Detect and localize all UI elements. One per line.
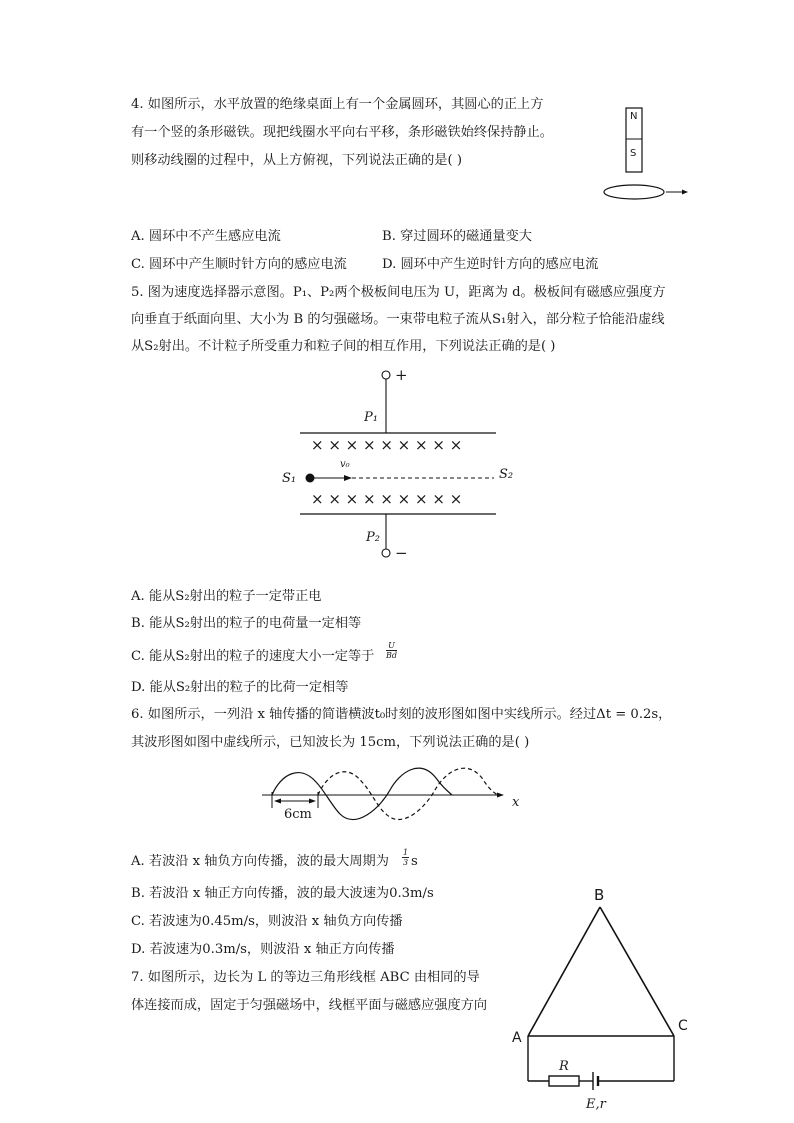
vertex-label-a: A — [512, 1030, 522, 1046]
wave-figure — [0, 755, 794, 835]
q5-option-b[interactable]: B. 能从S₂射出的粒子的电荷量一定相等 — [131, 616, 362, 631]
label-plus: + — [395, 366, 408, 384]
magnet-label-s: S — [630, 148, 637, 159]
velocity-arrow — [344, 475, 352, 481]
q4-line-1: 4. 如图所示，水平放置的绝缘桌面上有一个金属圆环，其圆心的正上方 — [131, 97, 544, 112]
q6-line-2: 其波形图如图中虚线所示，已知波长为 15cm，下列说法正确的是( ) — [131, 735, 530, 750]
bar-magnet-figure — [600, 105, 700, 205]
velocity-selector-figure — [0, 360, 794, 560]
q7-line-2: 体连接而成，固定于匀强磁场中，线框平面与磁感应强度方向 — [131, 998, 488, 1013]
label-p2: P₂ — [366, 530, 380, 545]
vertex-label-b: B — [594, 886, 605, 904]
q5-option-c[interactable]: C. 能从S₂射出的粒子的速度大小一定等于 — [131, 649, 375, 664]
entry-point-s1 — [306, 474, 315, 483]
fraction-denominator: Bd — [386, 651, 397, 660]
distance-label: 6cm — [284, 807, 312, 822]
emf-label: E,r — [586, 1097, 606, 1112]
label-v0: v₀ — [340, 459, 350, 470]
q6-line-1: 6. 如图所示，一列沿 x 轴传播的简谐横波t₀时刻的波形图如图中实线所示。经过Δt = 0.2s， — [131, 707, 672, 722]
q4-line-2: 有一个竖的条形磁铁。现把线圈水平向右平移，条形磁铁始终保持静止。 — [131, 125, 553, 140]
fraction-numerator: 1 — [403, 848, 409, 857]
q6-option-d[interactable]: D. 若波速为0.3m/s，则波沿 x 轴正方向传播 — [131, 942, 395, 957]
q7-line-1: 7. 如图所示，边长为 L 的等边三角形线框 ABC 由相同的导 — [131, 970, 480, 985]
fraction-u-over-bd — [386, 641, 397, 660]
fraction-one-third — [402, 848, 409, 867]
q5-option-a[interactable]: A. 能从S₂射出的粒子一定带正电 — [131, 589, 322, 604]
q5-line-2: 向垂直于纸面向里、大小为 B 的匀强磁场。一束带电粒子流从S₁射入，部分粒子恰能沿虚线 — [131, 312, 665, 327]
terminal-positive — [382, 371, 390, 379]
label-p1: P₁ — [364, 410, 378, 425]
q4-line-3: 则移动线圈的过程中，从上方俯视，下列说法正确的是( ) — [131, 153, 462, 168]
x-axis-label: x — [512, 795, 520, 810]
q5-option-d[interactable]: D. 能从S₂射出的粒子的比荷一定相等 — [131, 680, 349, 695]
q5-line-1: 5. 图为速度选择器示意图。P₁、P₂两个极板间电压为 U，距离为 d。极板间有磁感应强度方 — [131, 285, 666, 300]
q4-option-c[interactable]: C. 圆环中产生顺时针方向的感应电流 — [131, 257, 347, 272]
fraction-denominator: 3 — [403, 858, 409, 867]
q4-option-a[interactable]: A. 圆环中不产生感应电流 — [131, 229, 281, 244]
label-s2: S₂ — [499, 467, 514, 482]
q6-option-a[interactable]: A. 若波沿 x 轴负方向传播，波的最大周期为 — [131, 854, 389, 869]
dashed-waveform — [318, 768, 498, 819]
magnet-label-n: N — [630, 111, 638, 122]
fraction-numerator: U — [386, 641, 397, 651]
triangle-circuit-figure — [0, 885, 794, 1115]
label-s1: S₁ — [282, 471, 297, 486]
magnetic-field-crosses-bottom: × × × × × × × × × — [311, 490, 463, 508]
q4-option-b[interactable]: B. 穿过圆环的磁通量变大 — [382, 229, 532, 244]
vertex-label-c: C — [678, 1018, 688, 1034]
q5-line-3: 从S₂射出。不计粒子所受重力和粒子间的相互作用，下列说法正确的是( ) — [131, 339, 556, 354]
q6-option-a-unit: s — [411, 854, 418, 869]
terminal-negative — [382, 549, 390, 557]
resistor-label: R — [559, 1059, 569, 1074]
magnetic-field-crosses-top: × × × × × × × × × — [311, 436, 463, 454]
label-minus: − — [395, 544, 408, 562]
resistor — [549, 1076, 579, 1086]
q4-option-d[interactable]: D. 圆环中产生逆时针方向的感应电流 — [382, 257, 599, 272]
q6-option-b[interactable]: B. 若波沿 x 轴正方向传播，波的最大波速为0.3m/s — [131, 886, 434, 901]
metal-ring — [604, 185, 664, 199]
side-bc — [600, 907, 674, 1036]
side-ab — [528, 907, 600, 1036]
q6-option-c[interactable]: C. 若波速为0.45m/s，则波沿 x 轴负方向传播 — [131, 914, 403, 929]
